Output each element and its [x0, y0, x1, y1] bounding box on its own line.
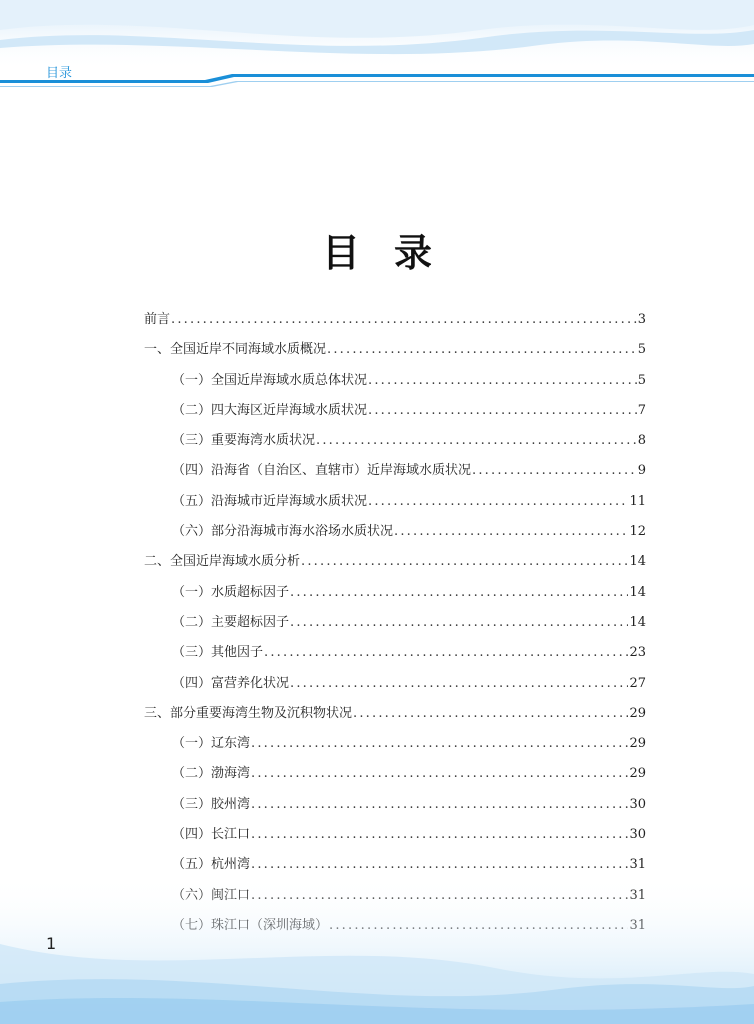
toc-entry[interactable]	[144, 339, 646, 369]
toc-entry-title: （四）长江口	[172, 827, 251, 843]
toc-entry-title: 前言	[144, 312, 171, 327]
toc-entry-title: （二）渤海湾	[172, 766, 251, 782]
toc-entry-page: 11	[629, 493, 646, 509]
toc-entry-page: 29	[629, 736, 646, 752]
toc-leader-dots	[171, 309, 637, 331]
toc-leader-dots	[301, 551, 628, 573]
toc-entry-page: 9	[637, 463, 646, 479]
toc-entry-page: 29	[629, 705, 646, 721]
page-number: 1	[46, 934, 57, 953]
toc-entry-page: 31	[629, 857, 646, 873]
toc-leader-dots	[394, 521, 628, 543]
toc-entry-title: （六）部分沿海城市海水浴场水质状况	[172, 524, 394, 540]
toc-entry[interactable]	[144, 733, 646, 763]
toc-entry-page: 29	[629, 766, 646, 782]
toc-entry-title: （二）主要超标因子	[172, 614, 290, 630]
toc-entry-title: （二）四大海区近岸海域水质状况	[172, 402, 368, 418]
toc-leader-dots	[368, 400, 637, 422]
toc-entry[interactable]	[144, 370, 646, 400]
toc-entry-page: 30	[629, 796, 646, 812]
toc-leader-dots	[290, 612, 628, 634]
toc-entry[interactable]	[144, 794, 646, 824]
toc-entry-page: 5	[637, 372, 646, 388]
footer-wave-decoration	[0, 874, 754, 1024]
toc-entry-page: 5	[637, 342, 646, 358]
toc-leader-dots	[353, 703, 628, 725]
toc-entry[interactable]	[144, 460, 646, 490]
toc-entry-title: 二、全国近岸海域水质分析	[144, 554, 301, 570]
toc-entry-title: （五）杭州湾	[172, 857, 251, 873]
toc-entry[interactable]	[144, 673, 646, 703]
toc-entry-page: 23	[629, 645, 646, 661]
toc-entry[interactable]	[144, 582, 646, 612]
toc-entry-page: 14	[629, 584, 646, 600]
toc-leader-dots	[368, 370, 637, 392]
toc-entry-page: 27	[629, 675, 646, 691]
toc-entry[interactable]	[144, 551, 646, 581]
toc-entry[interactable]	[144, 703, 646, 733]
toc-entry[interactable]	[144, 763, 646, 793]
toc-entry[interactable]	[144, 400, 646, 430]
toc-leader-dots	[290, 582, 628, 604]
toc-entry-page: 8	[637, 433, 646, 449]
toc-entry[interactable]	[144, 824, 646, 854]
toc-entry[interactable]	[144, 642, 646, 672]
page-title: 目录	[321, 230, 466, 275]
toc-leader-dots	[251, 733, 628, 755]
toc-entry-page: 14	[629, 614, 646, 630]
toc-entry-page: 12	[629, 524, 646, 540]
toc-leader-dots	[472, 460, 637, 482]
toc-leader-dots	[327, 339, 637, 361]
toc-entry-title: （一）辽东湾	[172, 736, 251, 752]
toc-entry-title: （四）富营养化状况	[172, 675, 290, 691]
toc-leader-dots	[316, 430, 637, 452]
toc-entry-title: （三）其他因子	[172, 645, 264, 661]
header-wave-decoration	[0, 0, 754, 130]
toc-entry-page: 7	[637, 402, 646, 418]
toc-entry-title: （三）胶州湾	[172, 796, 251, 812]
toc-entry[interactable]	[144, 612, 646, 642]
header-section-label: 目录	[46, 66, 73, 81]
toc-entry[interactable]	[144, 430, 646, 460]
toc-entry-title: （一）全国近岸海域水质总体状况	[172, 372, 368, 388]
toc-entry[interactable]	[144, 491, 646, 521]
toc-leader-dots	[251, 763, 628, 785]
toc-entry-title: （三）重要海湾水质状况	[172, 433, 316, 449]
toc-entry-title: 三、部分重要海湾生物及沉积物状况	[144, 705, 353, 721]
toc-entry[interactable]	[144, 309, 646, 339]
toc-entry-page: 3	[637, 312, 646, 327]
toc-leader-dots	[264, 642, 628, 664]
toc-leader-dots	[251, 794, 628, 816]
toc-entry-page: 30	[629, 827, 646, 843]
toc-leader-dots	[368, 491, 628, 513]
toc-entry-title: 一、全国近岸不同海域水质概况	[144, 342, 327, 358]
toc-leader-dots	[290, 673, 628, 695]
toc-entry-title: （五）沿海城市近岸海域水质状况	[172, 493, 368, 509]
toc-entry-page: 14	[629, 554, 646, 570]
toc-entry-title: （一）水质超标因子	[172, 584, 290, 600]
table-of-contents	[144, 309, 646, 945]
toc-entry-title: （四）沿海省（自治区、直辖市）近岸海域水质状况	[172, 463, 472, 479]
toc-leader-dots	[251, 824, 628, 846]
toc-entry[interactable]	[144, 521, 646, 551]
